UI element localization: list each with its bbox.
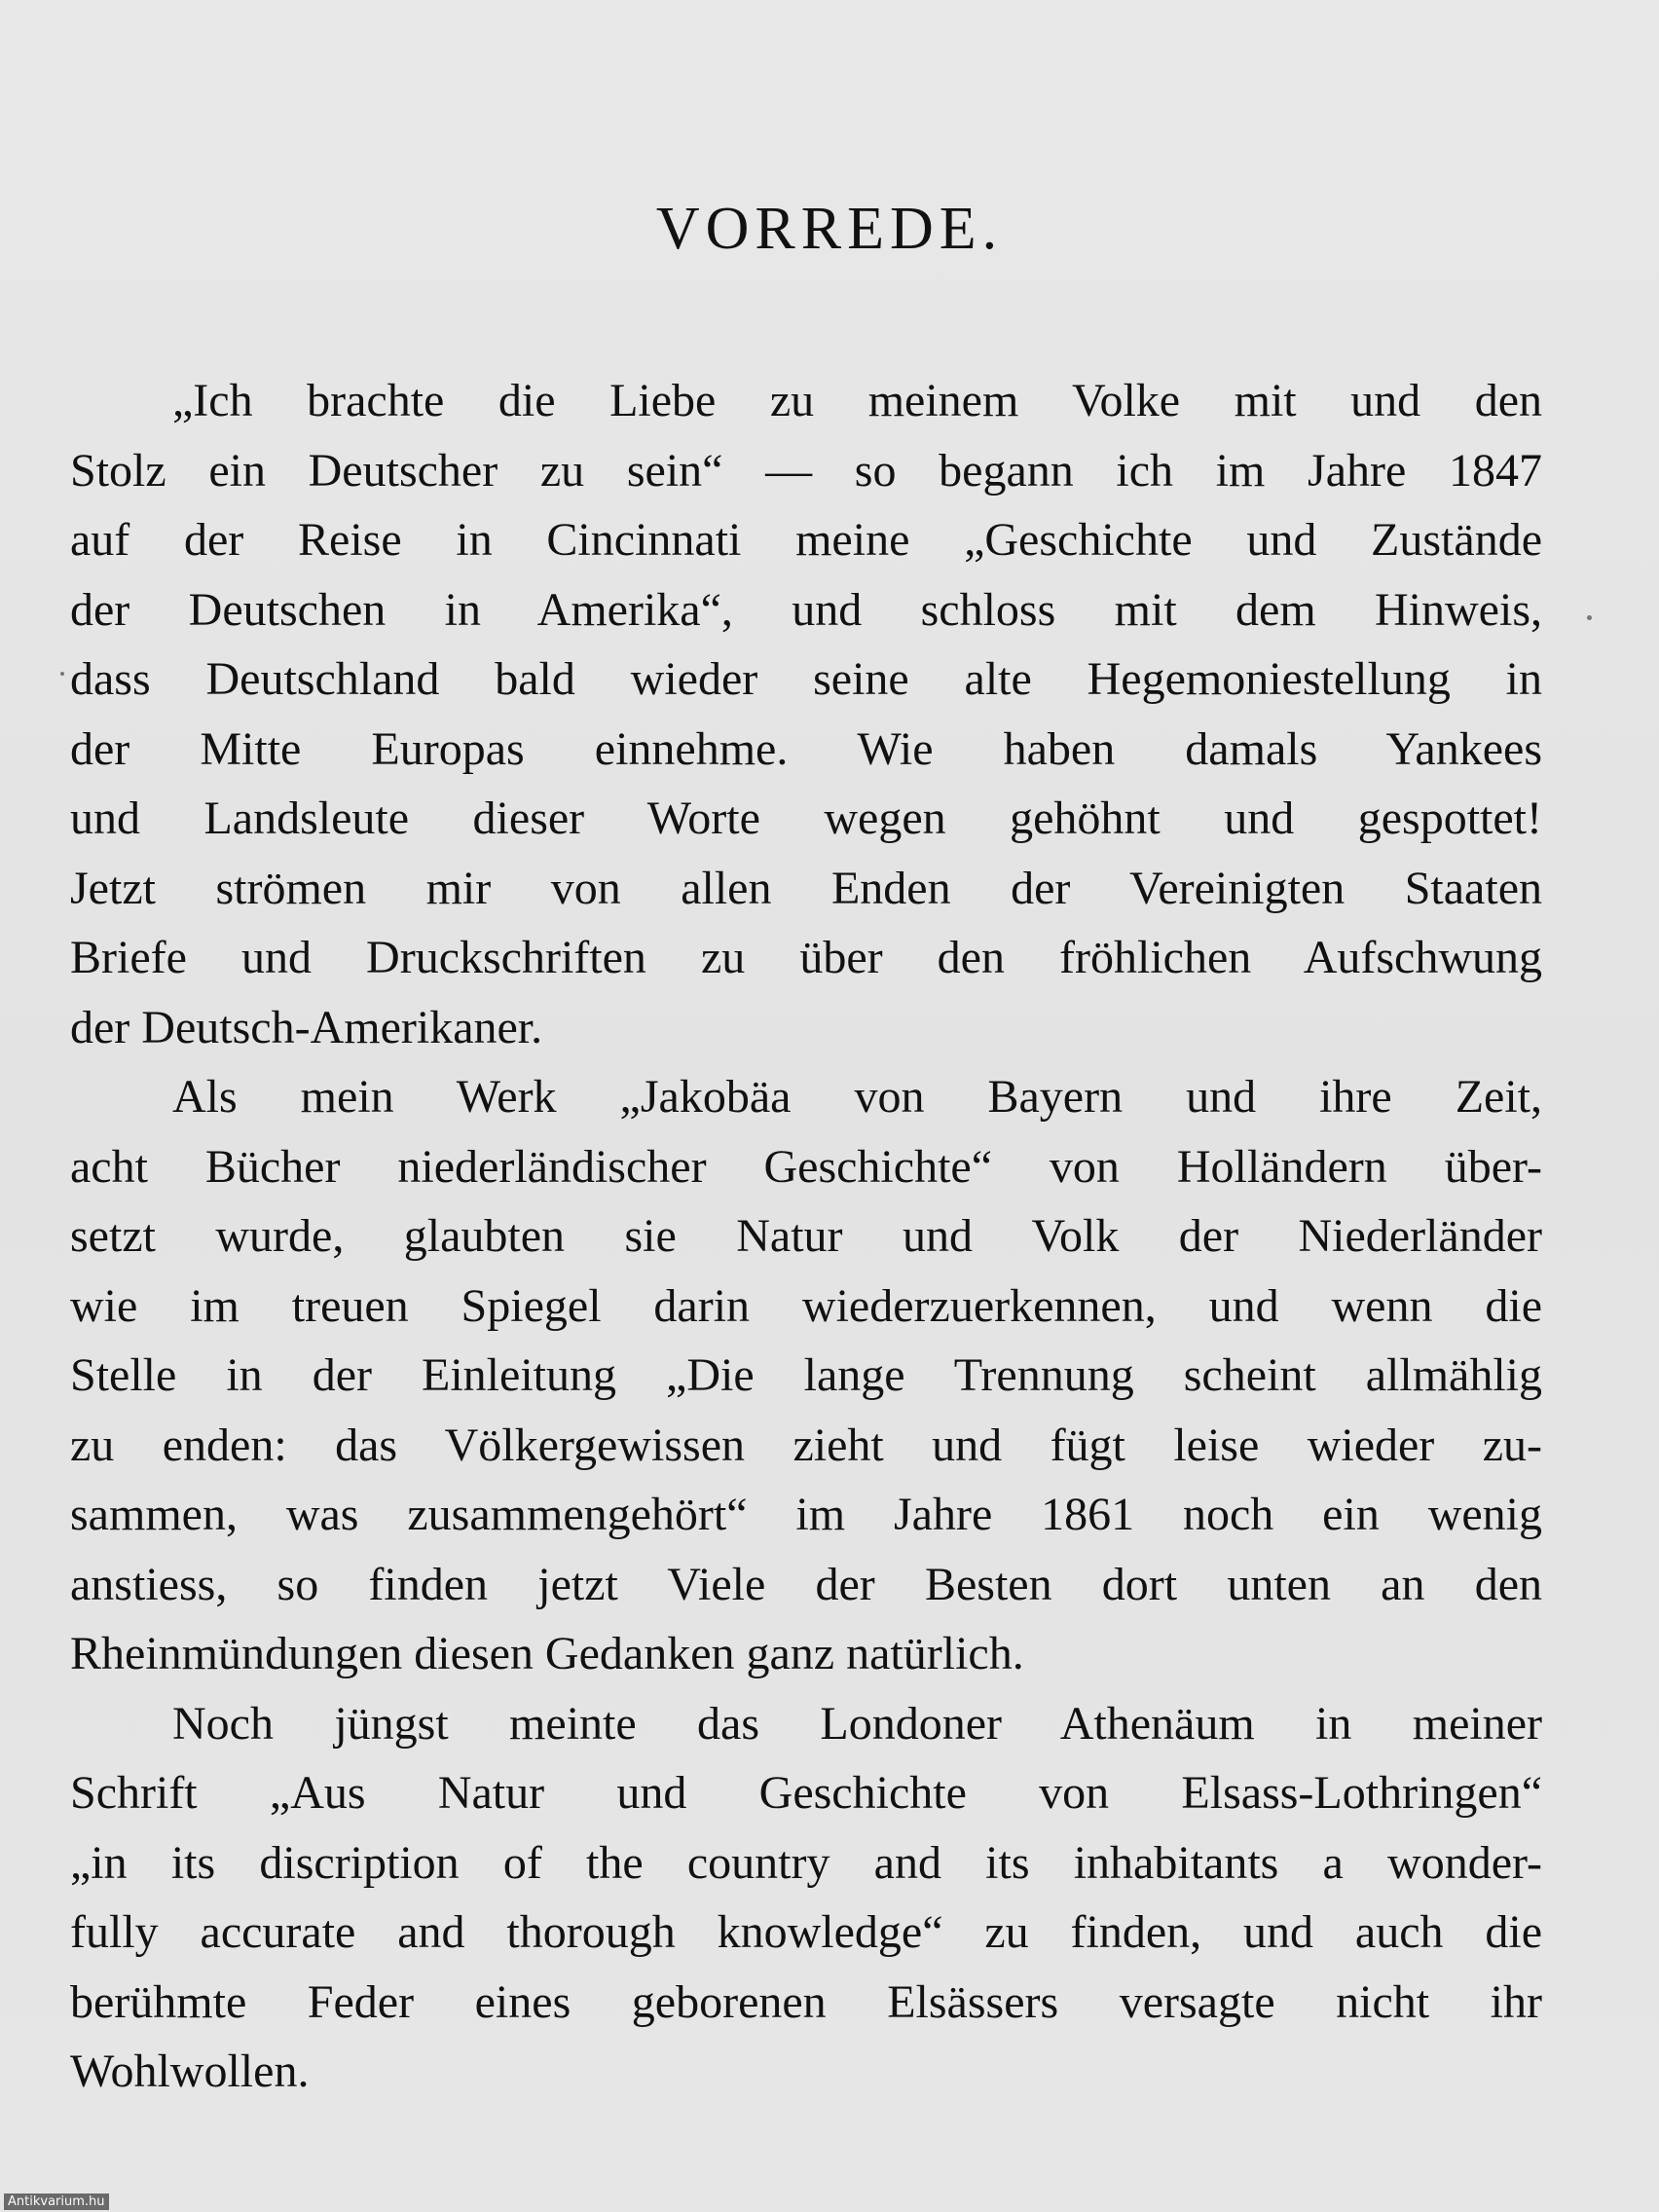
text-line: und Landsleute dieser Worte wegen gehöhnt und gespottet! (70, 793, 1542, 844)
text-line: Briefe und Druckschriften zu über den fröhlichen Aufschwung (70, 932, 1542, 983)
text-line: wie im treuen Spiegel darin wiederzuerkennen, und wenn die (70, 1279, 1542, 1332)
text-line: acht Bücher niederländischer Geschichte“ von Holländern über- (70, 1140, 1542, 1193)
paper-speck (60, 672, 64, 676)
preface-text (70, 366, 1542, 2107)
paragraph-2 (70, 1062, 1542, 1689)
text-line: berühmte Feder eines geborenen Elsässers versagte nicht ihr (70, 1975, 1542, 2028)
paragraph-1 (70, 366, 1542, 1062)
text-line: „in its discription of the country and its inhabitants a wonder- (70, 1836, 1542, 1889)
text-line: Stelle in der Einleitung „Die lange Trennung scheint allmählig (70, 1349, 1542, 1401)
text-line: der Mitte Europas einnehme. Wie haben damals Yankees (70, 722, 1542, 775)
text-line: Stolz ein Deutscher zu sein“ — so begann ich im Jahre 1847 (70, 444, 1542, 497)
page-title: VORREDE. (655, 196, 1004, 262)
text-line: sammen, was zusammengehört“ im Jahre 1861 noch ein wenig (70, 1489, 1542, 1540)
text-line: fully accurate and thorough knowledge“ zu finden, und auch die (70, 1906, 1542, 1958)
text-line: auf der Reise in Cincinnati meine „Geschichte und Zustände (70, 514, 1542, 566)
text-line: zu enden: das Völkergewissen zieht und fügt leise wieder zu- (70, 1419, 1542, 1471)
text-line: Als mein Werk „Jakobäa von Bayern und ihre Zeit, (172, 1071, 1542, 1123)
text-line: Noch jüngst meinte das Londoner Athenäum in meiner (172, 1697, 1542, 1750)
text-line: Jetzt strömen mir von allen Enden der Vereinigten Staaten (70, 862, 1542, 914)
text-line: Rheinmündungen diesen Gedanken ganz natürlich. (70, 1628, 1024, 1679)
text-line: Wohlwollen. (70, 2046, 310, 2097)
text-line: anstiess, so finden jetzt Viele der Besten dort unten an den (70, 1558, 1542, 1610)
text-line: dass Deutschland bald wieder seine alte Hegemoniestellung in (70, 653, 1542, 705)
watermark: Antikvarium.hu (4, 2194, 109, 2210)
text-line: der Deutschen in Amerika“, und schloss mit dem Hinweis, (70, 583, 1542, 636)
text-line: der Deutsch-Amerikaner. (70, 1001, 543, 1053)
text-line: setzt wurde, glaubten sie Natur und Volk der Niederländer (70, 1210, 1542, 1262)
text-line: Schrift „Aus Natur und Geschichte von Elsass-Lothringen“ (70, 1767, 1542, 1819)
text-line: „Ich brachte die Liebe zu meinem Volke mit und den (172, 375, 1542, 426)
paper-speck (1587, 615, 1592, 620)
paragraph-3 (70, 1689, 1542, 2107)
